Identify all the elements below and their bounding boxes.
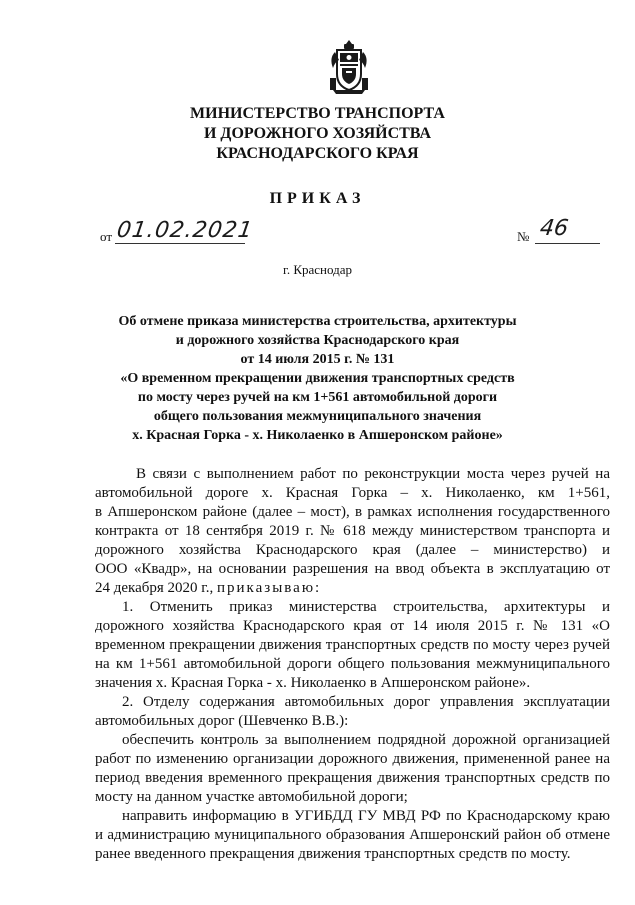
ministry-title: [0, 104, 635, 164]
subject-line: по мосту через ручей на км 1+561 автомобильной дороги: [137, 390, 498, 405]
order-body: [95, 465, 610, 864]
item-1-paragraph: [95, 598, 610, 693]
body-line: обеспечить контроль за выполнением подрядной дорожной организацией: [122, 732, 610, 748]
body-line: ранее введенного прекращения движения транспортных средств по мосту.: [95, 846, 571, 862]
order-subject: [60, 312, 575, 445]
preamble-paragraph: [95, 465, 610, 598]
body-line: в Апшеронском районе (далее – мост), в рамках исполнения государственного: [95, 504, 610, 520]
body-line: автомобильных дорог (Шевченко В.В.):: [95, 713, 349, 729]
subject-line: и дорожного хозяйства Краснодарского края: [175, 333, 460, 348]
body-line: контракта от 18 сентября 2019 г. № 618 между министерством транспорта и: [95, 523, 610, 539]
subject-line: Об отмене приказа министерства строительства, архитектуры: [118, 314, 517, 329]
body-line: 1. Отменить приказ министерства строительства, архитектуры и: [122, 599, 610, 615]
date-prefix: от: [100, 229, 113, 244]
body-line: временном прекращении движения транспортных средств по мосту через ручей: [95, 637, 610, 653]
body-line: дорожного хозяйства Краснодарского края (далее – министерство) и: [95, 542, 610, 558]
number-underline: [535, 243, 600, 244]
subject-line: общего пользования межмуниципального значения: [153, 409, 482, 424]
body-line: значения х. Красная Горка - х. Николаенко в Апшеронском районе».: [95, 675, 531, 691]
order-word: приказываю:: [217, 580, 322, 596]
krasnodar-coat-of-arms-icon: [327, 38, 371, 96]
ministry-line: КРАСНОДАРСКОГО КРАЯ: [216, 145, 419, 162]
document-type: ПРИКАЗ: [269, 190, 366, 207]
body-line: мосту на данном участке автомобильной дороги;: [95, 789, 408, 805]
date-number-row: [0, 216, 635, 250]
body-line: дорожного хозяйства Краснодарского края от 14 июля 2015 г. № 131 «О: [95, 618, 610, 634]
subject-line: от 14 июля 2015 г. № 131: [240, 352, 395, 367]
ministry-line: МИНИСТЕРСТВО ТРАНСПОРТА: [190, 105, 445, 122]
body-line: работ по изменению организации дорожного движения, примененной ранее на: [95, 751, 610, 767]
body-line: 2. Отделу содержания автомобильных дорог управления эксплуатации: [122, 694, 610, 710]
body-line: [95, 579, 610, 598]
body-line: период введения временного прекращения движения транспортных средств по: [95, 770, 610, 786]
body-line: В связи с выполнением работ по реконструкции моста через ручей на: [136, 466, 610, 482]
handwritten-date: 01.02.2021: [115, 218, 255, 243]
body-line: и администрацию муниципального образования Апшеронский район об отмене: [95, 827, 610, 843]
body-line: направить информацию в УГИБДД ГУ МВД РФ по Краснодарскому краю: [122, 808, 610, 824]
number-prefix: №: [517, 229, 530, 244]
body-text: 24 декабря 2020 г.,: [95, 580, 217, 596]
body-line: автомобильной дороге х. Красная Горка – х. Николаенко, км 1+561,: [95, 485, 610, 501]
subitem-control-paragraph: [95, 731, 610, 807]
date-underline: [115, 243, 245, 244]
body-line: ООО «Квадр», на основании разрешения на ввод объекта в эксплуатацию от: [95, 561, 610, 577]
ministry-line: И ДОРОЖНОГО ХОЗЯЙСТВА: [203, 125, 432, 142]
item-2-paragraph: [95, 693, 610, 731]
body-line: на км 1+561 автомобильной дороги общего пользования межмуниципального: [95, 656, 610, 672]
subitem-inform-paragraph: [95, 807, 610, 864]
subject-line: «О временном прекращении движения транспортных средств: [120, 371, 515, 386]
subject-line: х. Красная Горка - х. Николаенко в Апшеронском районе»: [132, 428, 503, 443]
handwritten-number: 46: [538, 216, 570, 241]
city: г. Краснодар: [282, 262, 353, 277]
